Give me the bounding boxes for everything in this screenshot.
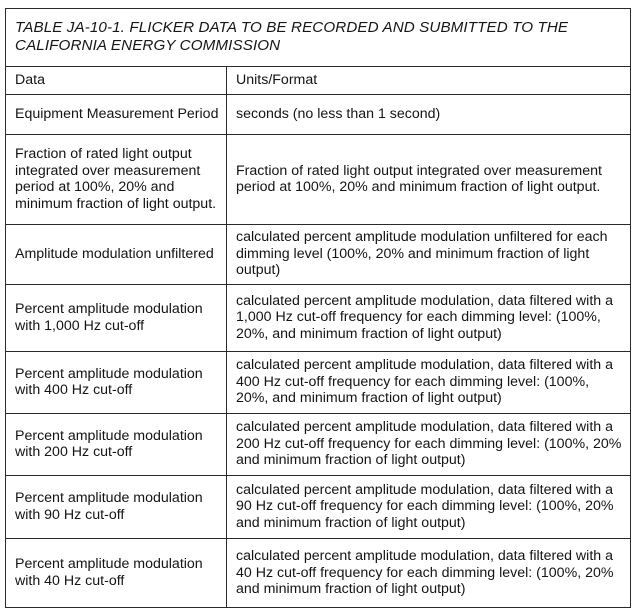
table-row (6, 475, 630, 538)
table-row (6, 224, 630, 284)
data-table (6, 67, 630, 607)
row-format-cell: calculated percent amplitude modulation, data filtered with a 1,000 Hz cut-off frequency for each dimming level: (100%, 20%, and minimum fraction of light output) (227, 284, 631, 351)
header-data: Data (6, 67, 227, 94)
row-format-cell: calculated percent amplitude modulation, data filtered with a 400 Hz cut-off frequency for each dimming level: (100%, 20%, and minimum fraction of light output) (227, 351, 631, 413)
header-row (6, 67, 630, 94)
row-data-cell: Percent amplitude modulation with 40 Hz cut-off (6, 538, 227, 607)
flicker-data-table (5, 8, 631, 608)
header-units-format: Units/Format (227, 67, 631, 94)
row-data-cell: Percent amplitude modulation with 400 Hz cut-off (6, 351, 227, 413)
row-format-cell: calculated percent amplitude modulation, data filtered with a 200 Hz cut-off frequency for each dimming level: (100%, 20% and minimum fraction of light output) (227, 413, 631, 475)
row-format-cell: calculated percent amplitude modulation, data filtered with a 90 Hz cut-off frequency for each dimming level: (100%, 20% and minimum fraction of light output) (227, 475, 631, 538)
row-data-cell: Amplitude modulation unfiltered (6, 224, 227, 284)
row-format-cell: Fraction of rated light output integrated over measurement period at 100%, 20% and minimum fraction of light output. (227, 134, 631, 224)
table-caption: TABLE JA-10-1. FLICKER DATA TO BE RECORDED AND SUBMITTED TO THE CALIFORNIA ENERGY COMMISSION (6, 9, 630, 67)
row-data-cell: Percent amplitude modulation with 200 Hz cut-off (6, 413, 227, 475)
table-row (6, 351, 630, 413)
row-format-cell: calculated percent amplitude modulation, data filtered with a 40 Hz cut-off frequency for each dimming level: (100%, 20% and minimum fraction of light output) (227, 538, 631, 607)
row-data-cell: Percent amplitude modulation with 90 Hz cut-off (6, 475, 227, 538)
table-row (6, 538, 630, 607)
row-data-cell: Percent amplitude modulation with 1,000 Hz cut-off (6, 284, 227, 351)
table-row (6, 94, 630, 134)
table-row (6, 284, 630, 351)
row-data-cell: Equipment Measurement Period (6, 94, 227, 134)
table-row (6, 134, 630, 224)
row-data-cell: Fraction of rated light output integrated over measurement period at 100%, 20% and minimum fraction of light output. (6, 134, 227, 224)
table-row (6, 413, 630, 475)
row-format-cell: calculated percent amplitude modulation unfiltered for each dimming level (100%, 20% and minimum fraction of light output) (227, 224, 631, 284)
row-format-cell: seconds (no less than 1 second) (227, 94, 631, 134)
